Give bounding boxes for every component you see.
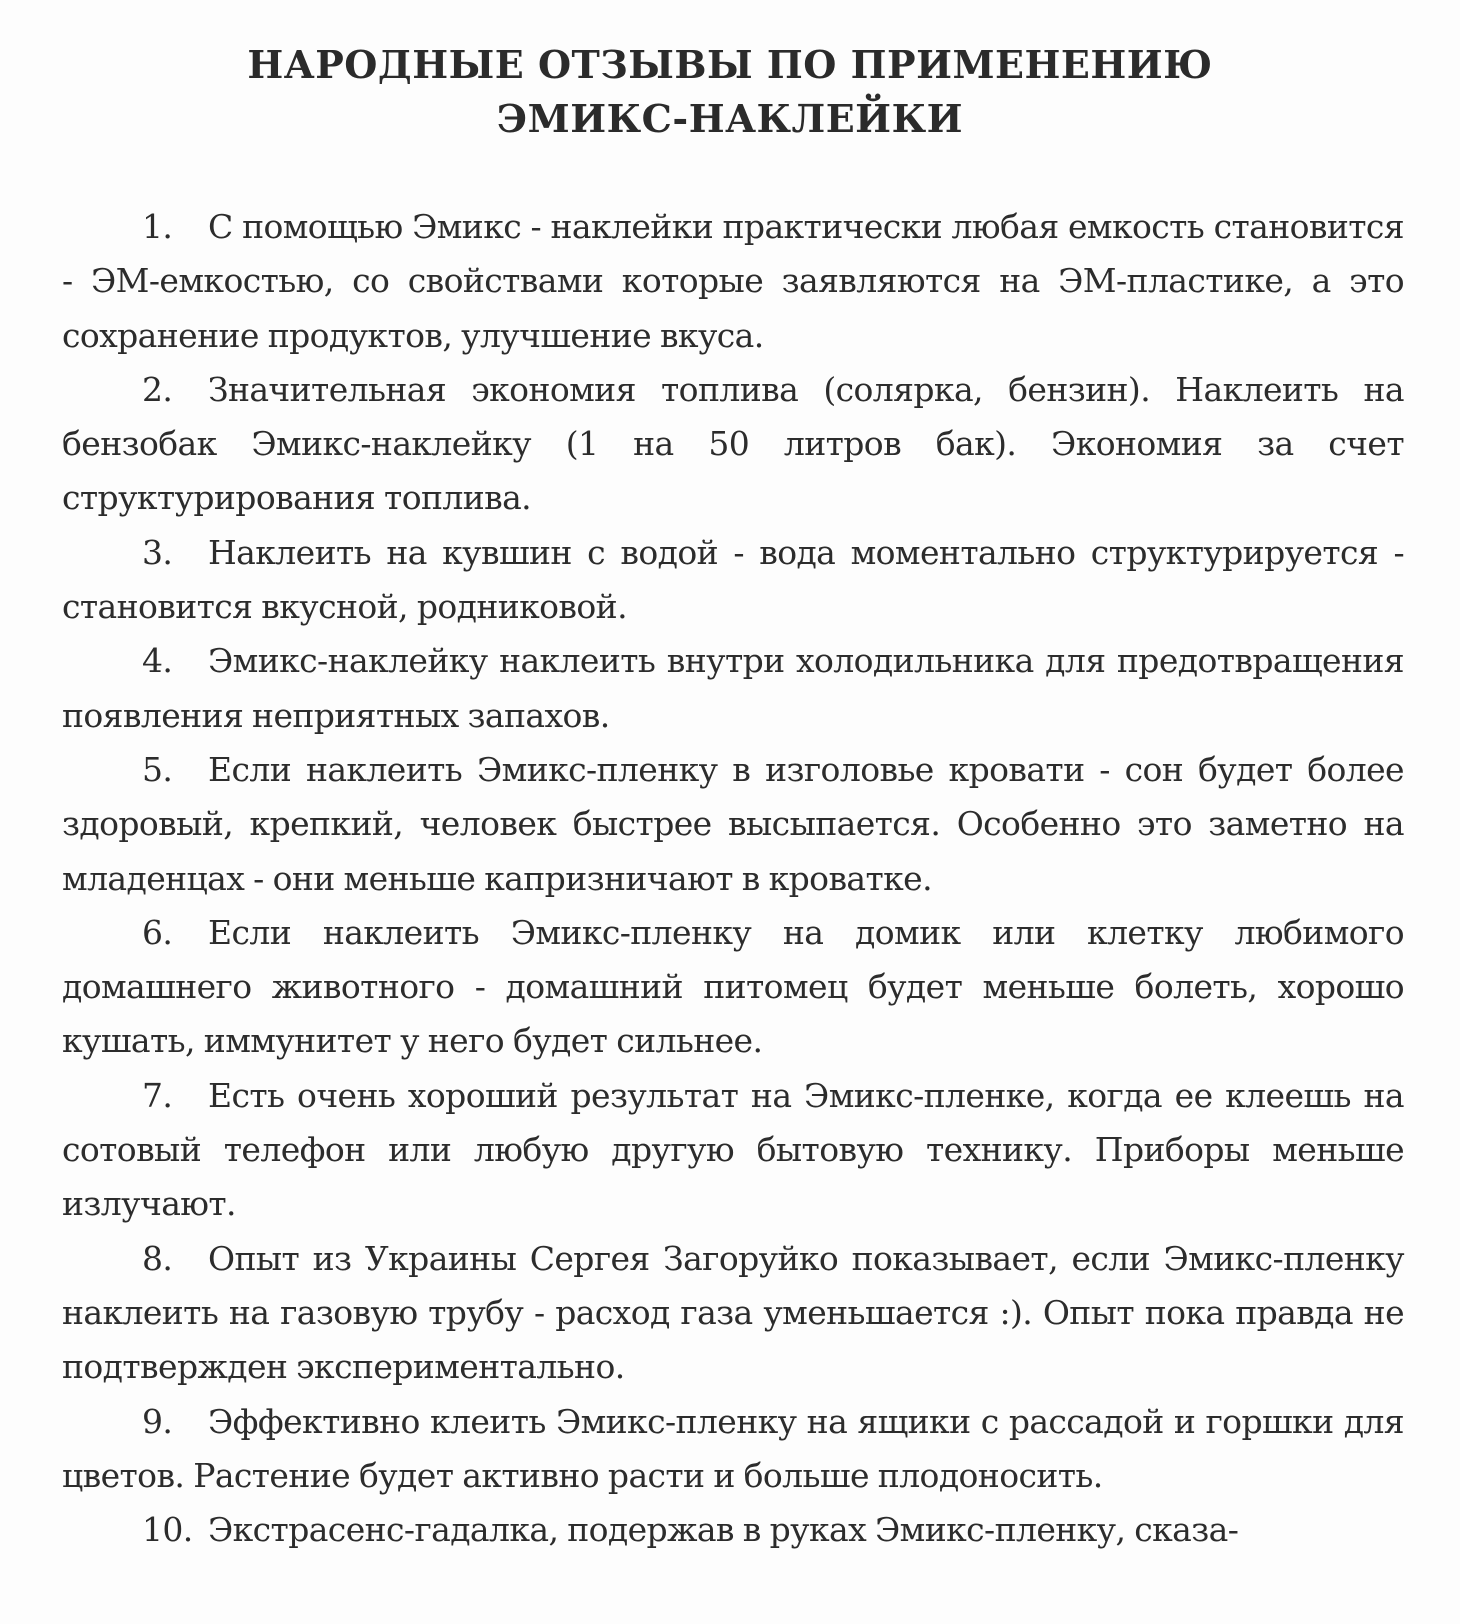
item-number: 5. [142, 749, 173, 789]
item-text: Если наклеить Эмикс-пленку на домик или клетку любимого домашнего животного - домашний питомец будет меньше болеть, хорошо кушать, иммунитет у него будет сильнее. [62, 912, 1404, 1061]
item-number: 9. [142, 1401, 173, 1441]
page-title [0, 38, 1460, 146]
item-text: Экстрасенс-гадалка, подержав в руках Эмикс-пленку, сказа- [208, 1510, 1239, 1550]
list-item [62, 200, 1404, 363]
list-item [62, 1232, 1404, 1395]
item-text: С помощью Эмикс - наклейки практически любая емкость становится - ЭМ-емкостью, со свойствами которые заявляются на ЭМ-пластике, а это сохранение продуктов, улучшение вкуса. [62, 207, 1404, 355]
item-number: 6. [142, 912, 173, 952]
reviews-list [62, 200, 1404, 1557]
item-text: Опыт из Украины Сергея Загоруйко показывает, если Эмикс-пленку наклеить на газовую трубу - расход газа уменьшается :). Опыт пока правда не подтвержден экспериментально. [62, 1238, 1404, 1387]
item-text: Наклеить на кувшин с водой - вода моментально структурируется - становится вкусной, родниковой. [62, 532, 1404, 627]
title-line-1: НАРОДНЫЕ ОТЗЫВЫ ПО ПРИМЕНЕНИЮ [247, 42, 1213, 87]
list-item [62, 1395, 1404, 1504]
list-item [62, 1069, 1404, 1232]
item-number: 4. [142, 641, 173, 681]
item-number: 7. [142, 1075, 173, 1115]
item-number: 2. [142, 369, 173, 409]
list-item [62, 526, 1404, 635]
item-number: 10. [142, 1510, 193, 1550]
item-number: 8. [142, 1238, 173, 1278]
item-number: 1. [142, 207, 173, 246]
title-line-2: ЭМИКС-НАКЛЕЙКИ [496, 96, 964, 141]
list-item [62, 1503, 1404, 1557]
list-item [62, 363, 1404, 526]
list-item [62, 743, 1404, 906]
item-text: Значительная экономия топлива (солярка, бензин). Наклеить на бензобак Эмикс-наклейку (1 на 50 литров бак). Экономия за счет структурирования топлива. [62, 369, 1404, 518]
item-text: Эффективно клеить Эмикс-пленку на ящики с рассадой и горшки для цветов. Растение будет активно расти и больше плодоносить. [62, 1401, 1404, 1495]
item-text: Если наклеить Эмикс-пленку в изголовье кровати - сон будет более здоровый, крепкий, человек быстрее высыпается. Особенно это заметно на младенцах - они меньше капризничают в кроватке. [62, 749, 1404, 898]
item-number: 3. [142, 532, 173, 572]
item-text: Эмикс-наклейку наклеить внутри холодильника для предотвращения появления неприятных запахов. [62, 641, 1404, 735]
list-item [62, 634, 1404, 743]
list-item [62, 906, 1404, 1069]
item-text: Есть очень хороший результат на Эмикс-пленке, когда ее клеешь на сотовый телефон или любую другую бытовую технику. Приборы меньше излучают. [62, 1075, 1404, 1224]
